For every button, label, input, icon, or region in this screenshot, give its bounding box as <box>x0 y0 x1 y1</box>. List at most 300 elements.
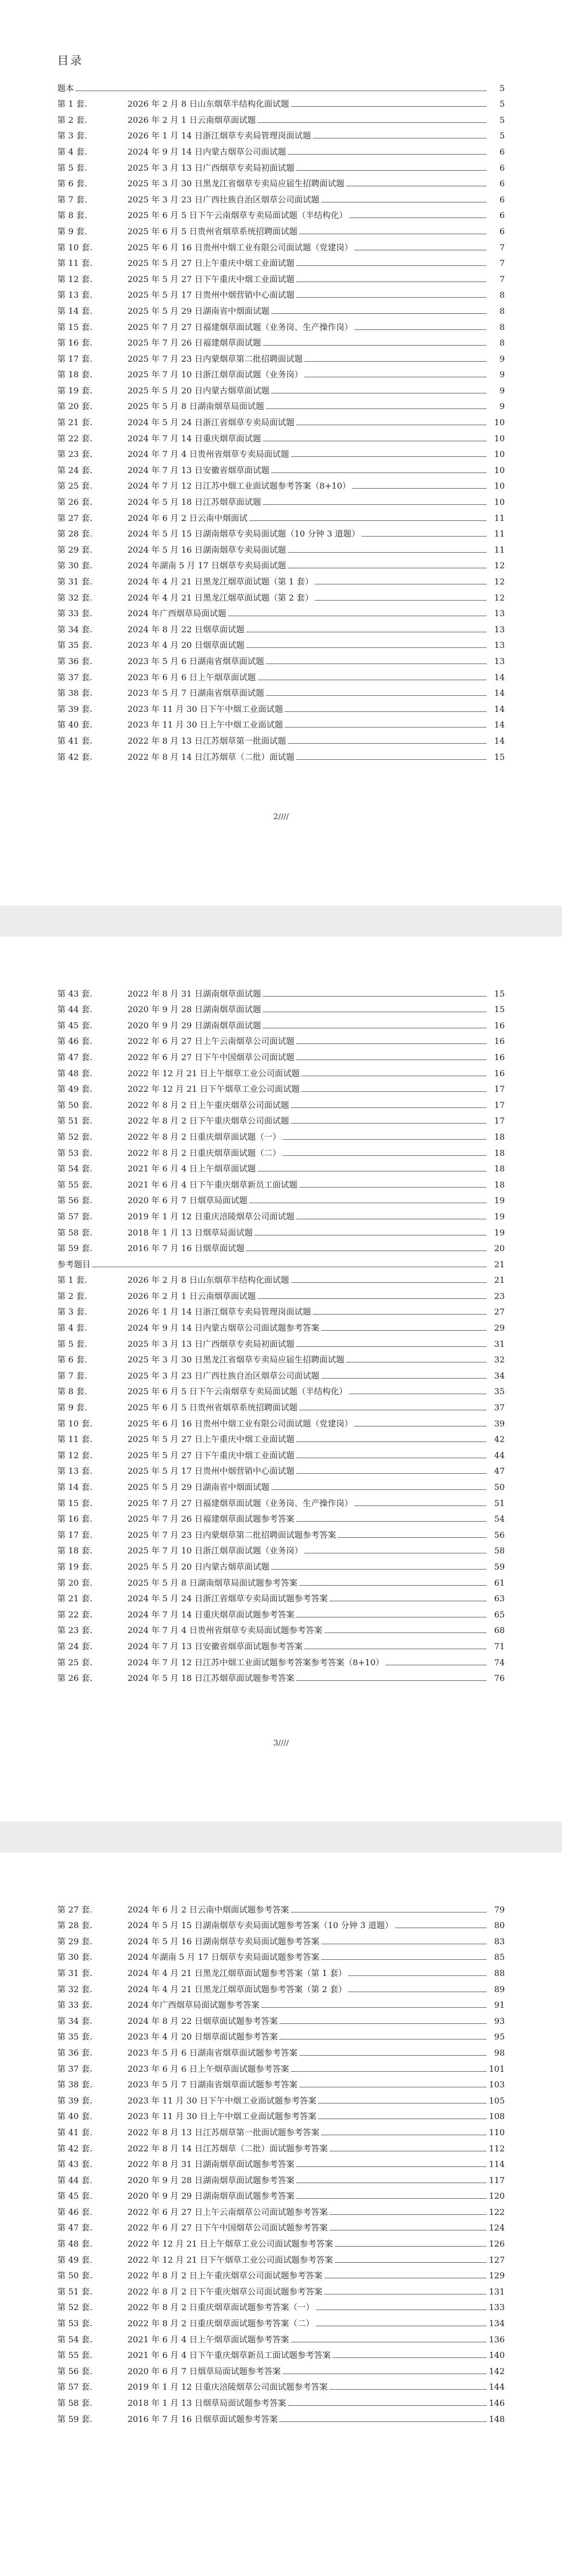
toc-entry[interactable] <box>57 491 505 507</box>
toc-entry[interactable] <box>57 1030 505 1047</box>
toc-entry-title: 2022 年 8 月 31 日湖南烟草面试题参考答案 <box>127 2159 295 2170</box>
toc-entry-title: 2025 年 5 月 29 日湖南省中烟面试题 <box>127 1482 270 1492</box>
toc-entry[interactable] <box>57 603 505 619</box>
toc-entry[interactable] <box>57 396 505 412</box>
toc-entry-page-number: 13 <box>494 624 505 634</box>
toc-entry[interactable] <box>57 2328 505 2344</box>
toc-leader-line <box>299 2055 487 2056</box>
toc-leader-line <box>362 536 487 537</box>
toc-entry-number: 第 45 套. <box>57 1020 93 1030</box>
toc-entry-page-number: 65 <box>494 1609 505 1619</box>
toc-entry-number: 第 50 套. <box>57 2271 93 2281</box>
toc-entry-number: 第 52 套. <box>57 2302 93 2313</box>
toc-entry[interactable] <box>57 698 505 714</box>
toc-entry-title: 2018 年 1 月 13 日烟草局面试题参考答案 <box>127 2398 286 2408</box>
toc-entry[interactable] <box>57 300 505 316</box>
toc-entry-page-number: 120 <box>489 2191 505 2201</box>
toc-entry[interactable] <box>57 268 505 284</box>
toc-entry-number: 第 43 套. <box>57 2159 93 2170</box>
toc-entry[interactable] <box>57 2360 505 2376</box>
toc-entry[interactable] <box>57 1572 505 1588</box>
toc-entry-title: 2023 年 4 月 20 日烟草面试题 <box>127 640 245 651</box>
toc-entry-title: 2025 年 7 月 23 日内蒙烟草第二批招聘面试题 <box>127 353 303 364</box>
toc-entry[interactable] <box>57 2233 505 2249</box>
toc-entry-number: 第 10 套. <box>57 1418 93 1429</box>
toc-entry-page-number: 10 <box>494 481 505 491</box>
toc-title: 目录 <box>57 55 84 68</box>
toc-entry-page-number: 112 <box>489 2143 505 2153</box>
toc-entry-number: 第 21 套. <box>57 417 93 428</box>
toc-entry[interactable] <box>57 332 505 348</box>
toc-entry[interactable] <box>57 1269 505 1285</box>
toc-entry[interactable] <box>57 141 505 157</box>
toc-entry-number: 第 33 套. <box>57 608 93 619</box>
toc-entry-title: 2025 年 6 月 5 日下午云南烟草专卖局面试题（半结构化） <box>127 210 348 221</box>
toc-entry-title: 2023 年 11 月 30 日上午中烟工业面试题 <box>127 720 283 730</box>
toc-entry[interactable] <box>57 93 505 109</box>
toc-entry-page-number: 76 <box>494 1673 505 1684</box>
toc-entry-number: 第 9 套. <box>57 226 87 236</box>
toc-entry-title: 2024 年 9 月 14 日内蒙古烟草公司面试题参考答案 <box>127 1323 320 1333</box>
toc-entry-number: 第 39 套. <box>57 2095 93 2106</box>
toc-leader-line <box>263 996 487 997</box>
toc-entry-page-number: 15 <box>494 751 505 762</box>
toc-leader-line <box>291 456 487 457</box>
toc-entry[interactable] <box>57 1381 505 1397</box>
toc-entry-title: 2024 年 5 月 18 日江苏烟草面试题参考答案 <box>127 1673 295 1684</box>
toc-entry-page-number: 7 <box>499 274 505 284</box>
toc-entry[interactable] <box>57 714 505 730</box>
toc-entry[interactable] <box>57 443 505 460</box>
toc-leader-line <box>291 1123 487 1124</box>
toc-entry-page-number: 14 <box>494 688 505 698</box>
toc-entry[interactable] <box>57 1349 505 1365</box>
toc-entry-title: 2022 年 12 月 21 日下午烟草工业公司面试题参考答案 <box>127 2254 333 2265</box>
toc-entry-number: 第 15 套. <box>57 322 93 332</box>
toc-entry[interactable] <box>57 1046 505 1062</box>
toc-entry[interactable] <box>57 236 505 252</box>
toc-entry[interactable] <box>57 2074 505 2090</box>
toc-entry[interactable] <box>57 1285 505 1301</box>
toc-entry[interactable] <box>57 634 505 651</box>
toc-entry[interactable] <box>57 157 505 173</box>
toc-leader-line <box>285 727 487 728</box>
toc-entry[interactable] <box>57 1508 505 1524</box>
toc-entry-number: 第 5 套. <box>57 1338 87 1349</box>
toc-entry[interactable] <box>57 2312 505 2328</box>
toc-entry[interactable] <box>57 983 505 999</box>
toc-entry[interactable] <box>57 427 505 443</box>
toc-entry-title: 2025 年 3 月 30 日黑龙江省烟草专卖局应届生招聘面试题 <box>127 178 344 189</box>
toc-entry-number: 第 6 套. <box>57 1355 87 1365</box>
toc-entry-number: 第 22 套. <box>57 433 93 443</box>
toc-entry-page-number: 21 <box>494 1259 505 1269</box>
toc-entry-number: 第 28 套. <box>57 1920 93 1931</box>
toc-entry-number: 第 34 套. <box>57 624 93 634</box>
toc-entry-title: 2022 年 8 月 14 日江苏烟草（二批）面试题参考答案 <box>127 2143 328 2153</box>
toc-entry[interactable] <box>57 1142 505 1158</box>
toc-entry[interactable] <box>57 2376 505 2392</box>
page-number-footer: 2//// <box>273 812 289 821</box>
toc-leader-line <box>283 1155 487 1156</box>
toc-entry-title: 2025 年 3 月 13 日广西烟草专卖局初面试题 <box>127 162 295 173</box>
toc-entry[interactable] <box>57 77 505 93</box>
toc-entry[interactable] <box>57 1667 505 1684</box>
toc-entry-number: 第 45 套. <box>57 2191 93 2201</box>
toc-leader-line <box>288 2405 487 2406</box>
toc-entry-page-number: 144 <box>489 2382 505 2392</box>
toc-entry-page-number: 126 <box>489 2239 505 2249</box>
toc-entry[interactable] <box>57 2344 505 2361</box>
toc-entry[interactable] <box>57 205 505 221</box>
toc-entry-page-number: 131 <box>489 2286 505 2297</box>
toc-entry-number: 第 54 套. <box>57 2334 93 2344</box>
toc-entry-title: 2024 年 7 月 14 日重庆烟草面试题参考答案 <box>127 1609 295 1619</box>
toc-entry-title: 2025 年 5 月 27 日下午重庆中烟工业面试题 <box>127 274 295 284</box>
toc-leader-line <box>296 1680 487 1681</box>
toc-entry-title: 2023 年 5 月 6 日湖南省烟草面试题参考答案 <box>127 2047 298 2058</box>
toc-entry[interactable] <box>57 1110 505 1126</box>
toc-entry-page-number: 16 <box>494 1020 505 1030</box>
toc-entry-number: 第 17 套. <box>57 353 93 364</box>
toc-entry-number: 第 13 套. <box>57 1466 93 1476</box>
toc-entry[interactable] <box>57 1619 505 1636</box>
toc-entry[interactable] <box>57 1174 505 1190</box>
toc-entry[interactable] <box>57 1317 505 1333</box>
toc-entry-page-number: 13 <box>494 608 505 619</box>
toc-entry-number: 第 5 套. <box>57 162 87 173</box>
toc-entry-page-number: 15 <box>494 988 505 999</box>
toc-entry[interactable] <box>57 1635 505 1651</box>
toc-entry-page-number: 7 <box>499 258 505 269</box>
toc-entry[interactable] <box>57 650 505 666</box>
toc-entry[interactable] <box>57 1238 505 1254</box>
toc-entry[interactable] <box>57 1588 505 1604</box>
toc-entry-page-number: 19 <box>494 1227 505 1238</box>
toc-entry-number: 第 56 套. <box>57 2366 93 2376</box>
toc-entry-title: 2022 年 6 月 27 日上午云南烟草公司面试题参考答案 <box>127 2207 328 2217</box>
toc-entry-page-number: 9 <box>499 369 505 380</box>
toc-entry-title: 2022 年 12 月 21 日上午烟草工业公司面试题参考答案 <box>127 2239 333 2249</box>
toc-entry-number: 第 43 套. <box>57 988 93 999</box>
toc-entry-number: 第 1 套. <box>57 1275 87 1285</box>
toc-entry[interactable] <box>57 459 505 475</box>
toc-entry-page-number: 98 <box>494 2047 505 2058</box>
toc-entry[interactable] <box>57 1492 505 1508</box>
toc-entry-title: 2023 年 11 月 30 日上午中烟工业面试题参考答案 <box>127 2111 316 2122</box>
toc-entry-title: 2026 年 2 月 1 日云南烟草面试题 <box>127 114 256 125</box>
toc-leader-line <box>301 1091 487 1092</box>
toc-entry-title: 2022 年 12 月 21 日下午烟草工业公司面试题 <box>127 1084 300 1094</box>
toc-entry[interactable] <box>57 1078 505 1094</box>
toc-entry[interactable] <box>57 1190 505 1206</box>
toc-entry[interactable] <box>57 682 505 698</box>
toc-entry-title: 2025 年 7 月 27 日福建烟草面试题（业务岗、生产操作岗） <box>127 322 353 332</box>
toc-entry[interactable] <box>57 730 505 746</box>
toc-entry-page-number: 13 <box>494 640 505 651</box>
toc-entry-page-number: 63 <box>494 1593 505 1604</box>
toc-entry-title: 2025 年 3 月 23 日广西壮族自治区烟草公司面试题 <box>127 194 320 205</box>
toc-entry[interactable] <box>57 539 505 555</box>
toc-entry-number: 第 37 套. <box>57 672 93 682</box>
toc-entry[interactable] <box>57 2280 505 2297</box>
toc-entry[interactable] <box>57 316 505 332</box>
toc-entry-page-number: 142 <box>489 2366 505 2376</box>
toc-entry[interactable] <box>57 2265 505 2281</box>
toc-entry-number: 第 47 套. <box>57 2223 93 2233</box>
toc-entry-page-number: 51 <box>494 1498 505 1508</box>
toc-entry[interactable] <box>57 1014 505 1030</box>
toc-entry[interactable] <box>57 188 505 205</box>
toc-leader-line <box>291 1282 487 1283</box>
toc-entry-number: 第 41 套. <box>57 735 93 746</box>
toc-entry[interactable] <box>57 1540 505 1556</box>
toc-entry[interactable] <box>57 1915 505 1931</box>
toc-entry-page-number: 74 <box>494 1657 505 1667</box>
toc-entry[interactable] <box>57 109 505 125</box>
toc-entry-page-number: 134 <box>489 2318 505 2329</box>
toc-entry[interactable] <box>57 379 505 396</box>
toc-entry-number: 第 24 套. <box>57 1641 93 1651</box>
toc-entry-number: 第 32 套. <box>57 592 93 603</box>
toc-entry-title: 2018 年 1 月 13 日烟草局面试题 <box>127 1227 253 1238</box>
toc-leader-line <box>299 1187 487 1188</box>
toc-entry-page-number: 18 <box>494 1147 505 1158</box>
toc-entry-title: 2025 年 6 月 5 日贵州省烟草系统招聘面试题 <box>127 1402 298 1413</box>
toc-entry[interactable] <box>57 284 505 300</box>
toc-entry-page-number: 80 <box>494 1920 505 1931</box>
document-page-3 <box>0 1853 562 2576</box>
toc-entry[interactable] <box>57 252 505 269</box>
toc-entry-page-number: 133 <box>489 2302 505 2313</box>
toc-entry[interactable] <box>57 1062 505 1078</box>
toc-entry[interactable] <box>57 1946 505 1962</box>
toc-entry[interactable] <box>57 507 505 523</box>
toc-entry[interactable] <box>57 1221 505 1238</box>
toc-entry[interactable] <box>57 1994 505 2010</box>
toc-entry-number: 第 57 套. <box>57 2382 93 2392</box>
toc-entry-number: 第 59 套. <box>57 1243 93 1254</box>
toc-entry[interactable] <box>57 348 505 364</box>
toc-entry-title: 2025 年 5 月 20 日内蒙古烟草面试题 <box>127 385 270 396</box>
toc-entry-title: 2019 年 1 月 12 日重庆涪陵烟草公司面试题 <box>127 1211 295 1221</box>
toc-entry-title: 2024 年广西烟草局面试题参考答案 <box>127 2000 260 2010</box>
toc-entry[interactable] <box>57 2137 505 2153</box>
toc-entry-number: 第 55 套. <box>57 2350 93 2361</box>
toc-entry-page-number: 42 <box>494 1434 505 1445</box>
toc-entry[interactable] <box>57 1126 505 1142</box>
toc-entry[interactable] <box>57 2185 505 2201</box>
toc-entry-page-number: 18 <box>494 1164 505 1174</box>
toc-entry[interactable] <box>57 2042 505 2058</box>
toc-entry-number: 第 22 套. <box>57 1609 93 1619</box>
document-page-2 <box>0 937 562 1821</box>
toc-entry[interactable] <box>57 2153 505 2170</box>
toc-entry-page-number: 127 <box>489 2254 505 2265</box>
toc-entry-number: 第 59 套. <box>57 2414 93 2424</box>
toc-entry-page-number: 14 <box>494 735 505 746</box>
toc-entry[interactable] <box>57 666 505 682</box>
toc-leader-line <box>321 1330 487 1331</box>
toc-entry-page-number: 59 <box>494 1561 505 1572</box>
toc-entry[interactable] <box>57 2408 505 2424</box>
toc-entry-page-number: 140 <box>489 2350 505 2361</box>
toc-entry[interactable] <box>57 570 505 586</box>
toc-entry[interactable] <box>57 1651 505 1667</box>
toc-entry-title: 参考题目 <box>57 1259 91 1269</box>
toc-entry-page-number: 103 <box>489 2080 505 2090</box>
toc-entry-page-number: 27 <box>494 1307 505 1317</box>
toc-entry[interactable] <box>57 364 505 380</box>
toc-entry[interactable] <box>57 2249 505 2265</box>
toc-entry-number: 第 10 套. <box>57 242 93 252</box>
toc-entry[interactable] <box>57 220 505 236</box>
toc-entry-title: 2024 年 5 月 15 日湖南烟草专卖局面试题参考答案（10 分钟 3 道题） <box>127 1920 393 1931</box>
toc-entry[interactable] <box>57 2201 505 2217</box>
toc-entry-title: 2025 年 7 月 26 日福建烟草面试题参考答案 <box>127 1514 295 1524</box>
toc-entry[interactable] <box>57 1962 505 1978</box>
toc-entry-number: 第 18 套. <box>57 1546 93 1556</box>
toc-entry-title: 2025 年 5 月 17 日贵州中烟营销中心面试题 <box>127 1466 295 1476</box>
toc-entry[interactable] <box>57 1094 505 1110</box>
toc-entry-page-number: 14 <box>494 672 505 682</box>
toc-entry[interactable] <box>57 2121 505 2137</box>
toc-entry-title: 2025 年 6 月 16 日贵州中烟工业有限公司面试题（党建岗） <box>127 242 353 252</box>
toc-entry-number: 第 29 套. <box>57 544 93 555</box>
toc-entry[interactable] <box>57 999 505 1015</box>
toc-leader-line <box>321 1959 487 1960</box>
toc-entry-title: 2022 年 8 月 2 日重庆烟草面试题参考答案（一） <box>127 2302 314 2313</box>
toc-entry-number: 第 35 套. <box>57 640 93 651</box>
toc-entry[interactable] <box>57 2392 505 2408</box>
toc-entry-title: 2024 年 6 月 2 日云南中烟面试 <box>127 513 248 523</box>
toc-entry-title: 2020 年 9 月 28 日湖南烟草面试题参考答案 <box>127 2175 295 2185</box>
toc-entry[interactable] <box>57 411 505 427</box>
toc-entry[interactable] <box>57 618 505 634</box>
toc-leader-line <box>296 759 487 760</box>
toc-entry-title: 2024 年湖南 5 月 17 日烟草专卖局面试题 <box>127 560 286 571</box>
toc-entry-page-number: 31 <box>494 1338 505 1349</box>
toc-entry[interactable] <box>57 2217 505 2233</box>
toc-entry[interactable] <box>57 1555 505 1572</box>
toc-entry-page-number: 129 <box>489 2271 505 2281</box>
toc-entry[interactable] <box>57 1524 505 1540</box>
toc-leader-line <box>335 2262 487 2263</box>
toc-entry-title: 2023 年 5 月 6 日湖南省烟草面试题 <box>127 656 264 666</box>
toc-entry-number: 第 8 套. <box>57 1386 87 1397</box>
toc-entry-number: 第 39 套. <box>57 704 93 714</box>
toc-entry-number: 第 40 套. <box>57 720 93 730</box>
toc-entry[interactable] <box>57 2106 505 2122</box>
toc-entry[interactable] <box>57 1412 505 1429</box>
toc-entry-title: 2025 年 7 月 27 日福建烟草面试题（业务岗、生产操作岗） <box>127 1498 353 1508</box>
toc-entry[interactable] <box>57 2089 505 2106</box>
toc-entry[interactable] <box>57 2058 505 2074</box>
document-page-1 <box>0 0 562 906</box>
toc-entry[interactable] <box>57 1205 505 1221</box>
toc-entry-page-number: 136 <box>489 2334 505 2344</box>
toc-entry-number: 第 46 套. <box>57 2207 93 2217</box>
toc-entry[interactable] <box>57 1301 505 1317</box>
toc-entry-title: 2021 年 6 月 4 日上午烟草面试题参考答案 <box>127 2334 289 2344</box>
toc-entry-number: 第 25 套. <box>57 481 93 491</box>
toc-entry-page-number: 5 <box>499 99 505 109</box>
toc-entry-title: 2021 年 6 月 4 日下午重庆烟草新员工面试题参考答案 <box>127 2350 331 2361</box>
toc-entry[interactable] <box>57 1444 505 1460</box>
toc-entry-title: 2022 年 8 月 2 日重庆烟草面试题参考答案（二） <box>127 2318 314 2329</box>
toc-entry-title: 2025 年 6 月 5 日下午云南烟草专卖局面试题（半结构化） <box>127 1386 348 1397</box>
toc-leader-line <box>329 2389 487 2390</box>
toc-entry-page-number: 71 <box>494 1641 505 1651</box>
toc-entry[interactable] <box>57 523 505 539</box>
toc-entry[interactable] <box>57 125 505 141</box>
toc-entry-title: 2021 年 6 月 4 日上午烟草面试题 <box>127 1164 256 1174</box>
toc-entry[interactable] <box>57 1603 505 1619</box>
toc-entry-title: 2024 年 8 月 22 日烟草面试题参考答案 <box>127 2016 278 2026</box>
toc-entry[interactable] <box>57 2026 505 2042</box>
toc-entry-title: 2024 年 7 月 4 日贵州省烟草专卖局面试题参考答案 <box>127 1625 323 1636</box>
toc-entry-page-number: 11 <box>494 544 505 555</box>
toc-entry[interactable] <box>57 1930 505 1946</box>
toc-entry-page-number: 8 <box>499 290 505 300</box>
toc-leader-line <box>263 504 487 505</box>
toc-entry-title: 2024 年 5 月 18 日江苏烟草面试题 <box>127 497 261 507</box>
toc-entry[interactable] <box>57 555 505 571</box>
toc-leader-line <box>333 2357 487 2358</box>
toc-entry[interactable] <box>57 1333 505 1349</box>
toc-entry-page-number: 6 <box>499 194 505 205</box>
toc-entry[interactable] <box>57 1396 505 1412</box>
toc-entry-page-number: 44 <box>494 1450 505 1460</box>
toc-leader-line <box>299 1585 487 1586</box>
toc-entry[interactable] <box>57 173 505 189</box>
toc-entry-title: 2022 年 8 月 2 日上午重庆烟草公司面试题参考答案 <box>127 2271 323 2281</box>
toc-entry-number: 第 2 套. <box>57 1291 87 1301</box>
toc-entry[interactable] <box>57 1253 505 1269</box>
toc-entry-page-number: 124 <box>489 2223 505 2233</box>
toc-leader-line <box>249 520 487 521</box>
toc-entry[interactable] <box>57 2297 505 2313</box>
toc-entry-title: 2025 年 5 月 20 日内蒙古烟草面试题 <box>127 1561 270 1572</box>
toc-entry[interactable] <box>57 1898 505 1915</box>
toc-entry[interactable] <box>57 475 505 491</box>
toc-entry[interactable] <box>57 2010 505 2026</box>
toc-entry-title: 2023 年 6 月 6 日上午烟草面试题 <box>127 672 256 682</box>
toc-entry[interactable] <box>57 1460 505 1476</box>
toc-entry-number: 第 3 套. <box>57 1307 87 1317</box>
toc-entry[interactable] <box>57 1429 505 1445</box>
toc-entry-page-number: 39 <box>494 1418 505 1429</box>
toc-entry-number: 第 26 套. <box>57 497 93 507</box>
toc-entry[interactable] <box>57 1158 505 1174</box>
toc-entry-number: 第 11 套. <box>57 258 93 269</box>
toc-entry[interactable] <box>57 1364 505 1381</box>
toc-entry-title: 2022 年 12 月 21 日上午烟草工业公司面试题 <box>127 1068 300 1078</box>
toc-entry-number: 第 38 套. <box>57 688 93 698</box>
toc-leader-line <box>291 106 487 107</box>
toc-entry-title: 2025 年 6 月 16 日贵州中烟工业有限公司面试题（党建岗） <box>127 1418 353 1429</box>
toc-entry[interactable] <box>57 746 505 762</box>
toc-entry-number: 第 51 套. <box>57 1116 93 1126</box>
toc-entry-number: 第 38 套. <box>57 2080 93 2090</box>
toc-entry-page-number: 35 <box>494 1386 505 1397</box>
toc-entry[interactable] <box>57 586 505 603</box>
toc-entry[interactable] <box>57 1476 505 1492</box>
toc-entry-title: 2019 年 1 月 12 日重庆涪陵烟草公司面试题参考答案 <box>127 2382 328 2392</box>
toc-entry[interactable] <box>57 2169 505 2185</box>
toc-entry-title: 2023 年 5 月 7 日湖南省烟草面试题参考答案 <box>127 2080 298 2090</box>
toc-entry[interactable] <box>57 1978 505 1994</box>
